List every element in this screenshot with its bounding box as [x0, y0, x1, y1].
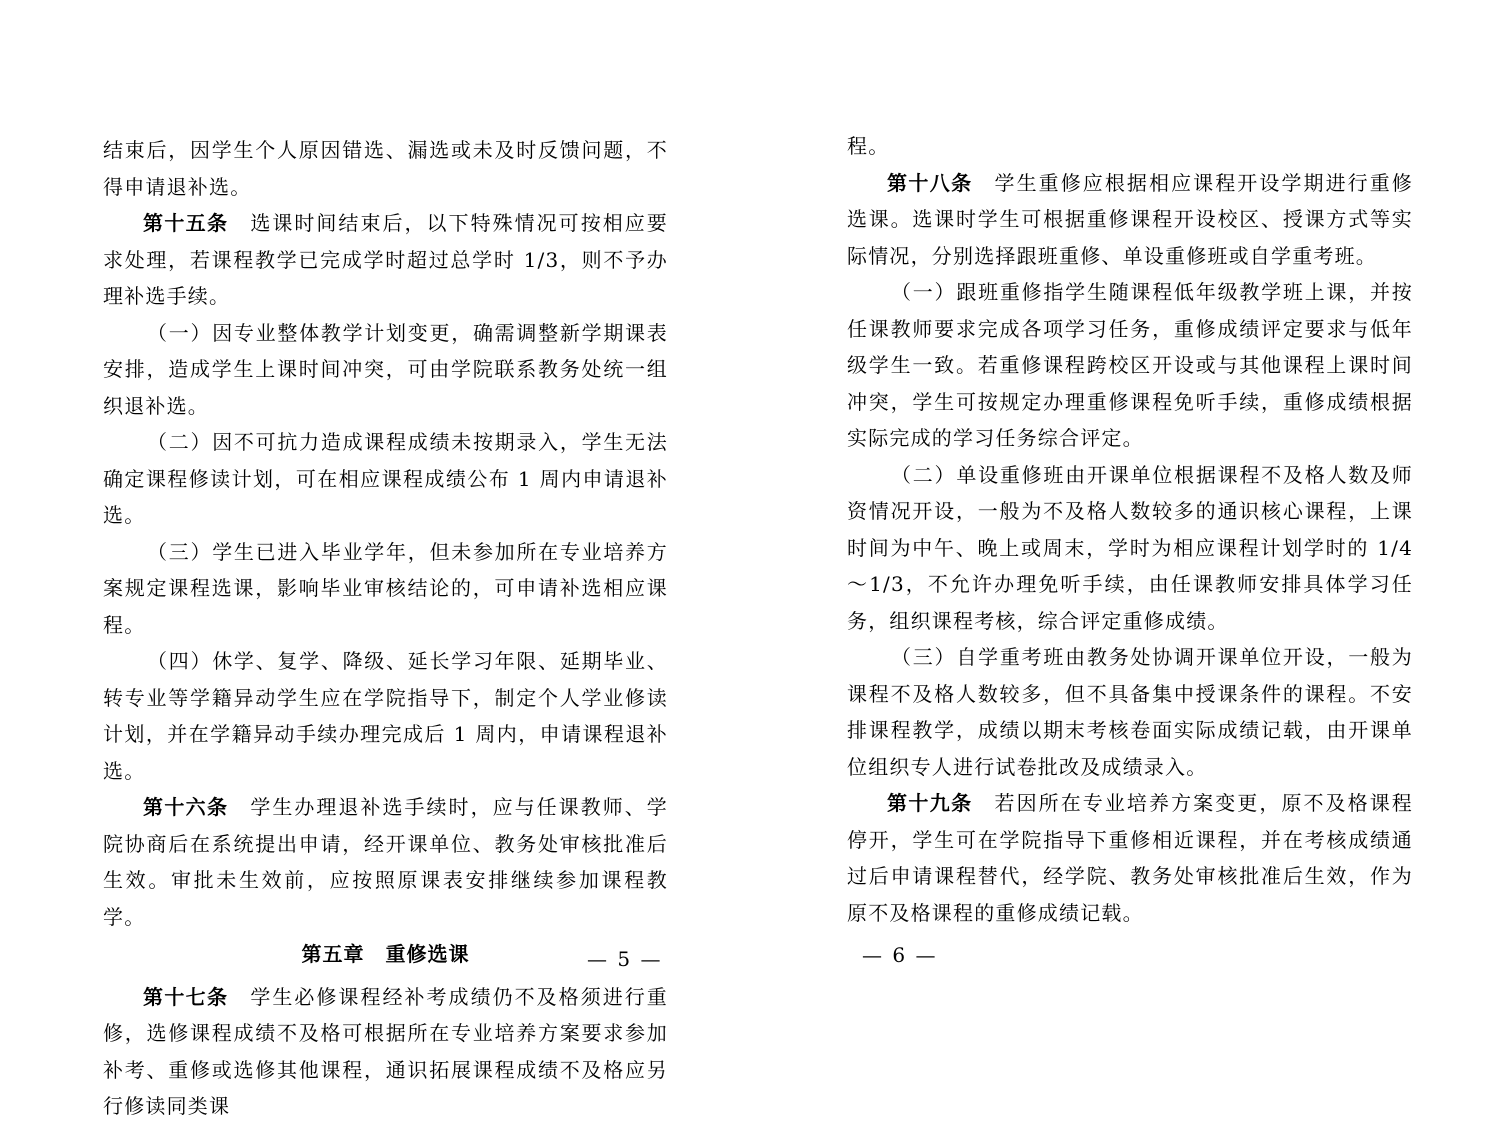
list-item: （三）自学重考班由教务处协调开课单位开设，一般为课程不及格人数较多，但不具备集中授课条件的课程。不安排课程教学，成绩以期末考核卷面实际成绩记载，由开课单位组织专人进行试卷批改及成绩录入。: [847, 645, 1413, 779]
left-page: [0, 0, 752, 1118]
page-number: — 6 —: [862, 943, 938, 967]
list-item: （三）学生已进入毕业学年，但未参加所在专业培养方案规定课程选课，影响毕业审核结论的，可申请补选相应课程。: [103, 539, 668, 637]
article-text: 选课时间结束后，以下特殊情况可按相应要求处理，若课程教学已完成学时超过总学时 1/3，则不予办理补选手续。: [103, 211, 668, 308]
article-text: 学生重修应根据相应课程开设学期进行重修选课。选课时学生可根据重修课程开设校区、授课方式等实际情况，分别选择跟班重修、单设重修班或自学重考班。: [847, 170, 1413, 268]
list-item: （二）因不可抗力造成课程成绩未按期录入，学生无法确定课程修读计划，可在相应课程成绩公布 1 周内申请退补选。: [103, 430, 668, 527]
article-text: 学生必修课程经补考成绩仍不及格须进行重修，选修课程成绩不及格可根据所在专业培养方案要求参加补考、重修或选修其他课程，通识拓展课程成绩不及格应另行修读同类课: [103, 984, 668, 1118]
article-number: 第十六条: [143, 795, 229, 819]
page-number: — 5 —: [587, 947, 663, 971]
right-page: [752, 0, 1505, 1097]
chapter-heading: 第五章 重修选课: [301, 942, 470, 966]
article-number: 第十八条: [887, 170, 973, 195]
list-item: （一）跟班重修指学生随课程低年级教学班上课，并按任课教师要求完成各项学习任务，重修成绩评定要求与低年级学生一致。若重修课程跨校区开设或与其他课程上课时间冲突，学生可按规定办理重修课程免听手续，重修成绩根据实际完成的学习任务综合评定。: [847, 280, 1413, 450]
article-paragraph: [103, 979, 668, 1125]
paragraph: 结束后，因学生个人原因错选、漏选或未及时反馈问题，不得申请退补选。: [103, 138, 668, 199]
article-paragraph: [847, 165, 1413, 275]
article-number: 第十九条: [887, 791, 973, 815]
article-paragraph: [103, 789, 668, 935]
article-text: 若因所在专业培养方案变更，原不及格课程停开，学生可在学院指导下重修相近课程，并在考核成绩通过后申请课程替代，经学院、教务处审核批准后生效，作为原不及格课程的重修成绩记载。: [847, 791, 1413, 925]
article-paragraph: [103, 205, 668, 315]
list-item: （四）休学、复学、降级、延长学习年限、延期毕业、转专业等学籍异动学生应在学院指导下，制定个人学业修读计划，并在学籍异动手续办理完成后 1 周内，申请课程退补选。: [103, 649, 668, 783]
article-number: 第十五条: [143, 211, 229, 235]
article-paragraph: [847, 785, 1413, 931]
list-item: （一）因专业整体教学计划变更，确需调整新学期课表安排，造成学生上课时间冲突，可由学院联系教务处统一组织退补选。: [103, 320, 668, 418]
article-text: 学生办理退补选手续时，应与任课教师、学院协商后在系统提出申请，经开课单位、教务处审核批准后生效。审批未生效前，应按照原课表安排继续参加课程教学。: [103, 795, 668, 929]
right-page-body: [847, 128, 1413, 931]
article-number: 第十七条: [143, 984, 229, 1009]
list-item: （二）单设重修班由开课单位根据课程不及格人数及师资情况开设，一般为不及格人数较多的通识核心课程，上课时间为中午、晚上或周末，学时为相应课程计划学时的 1/4～1/3，不允许办理免听手续，由任课教师安排具体学习任务，组织课程考核，综合评定重修成绩。: [847, 462, 1413, 633]
left-page-body: [103, 132, 668, 1125]
paragraph: 程。: [847, 134, 890, 158]
